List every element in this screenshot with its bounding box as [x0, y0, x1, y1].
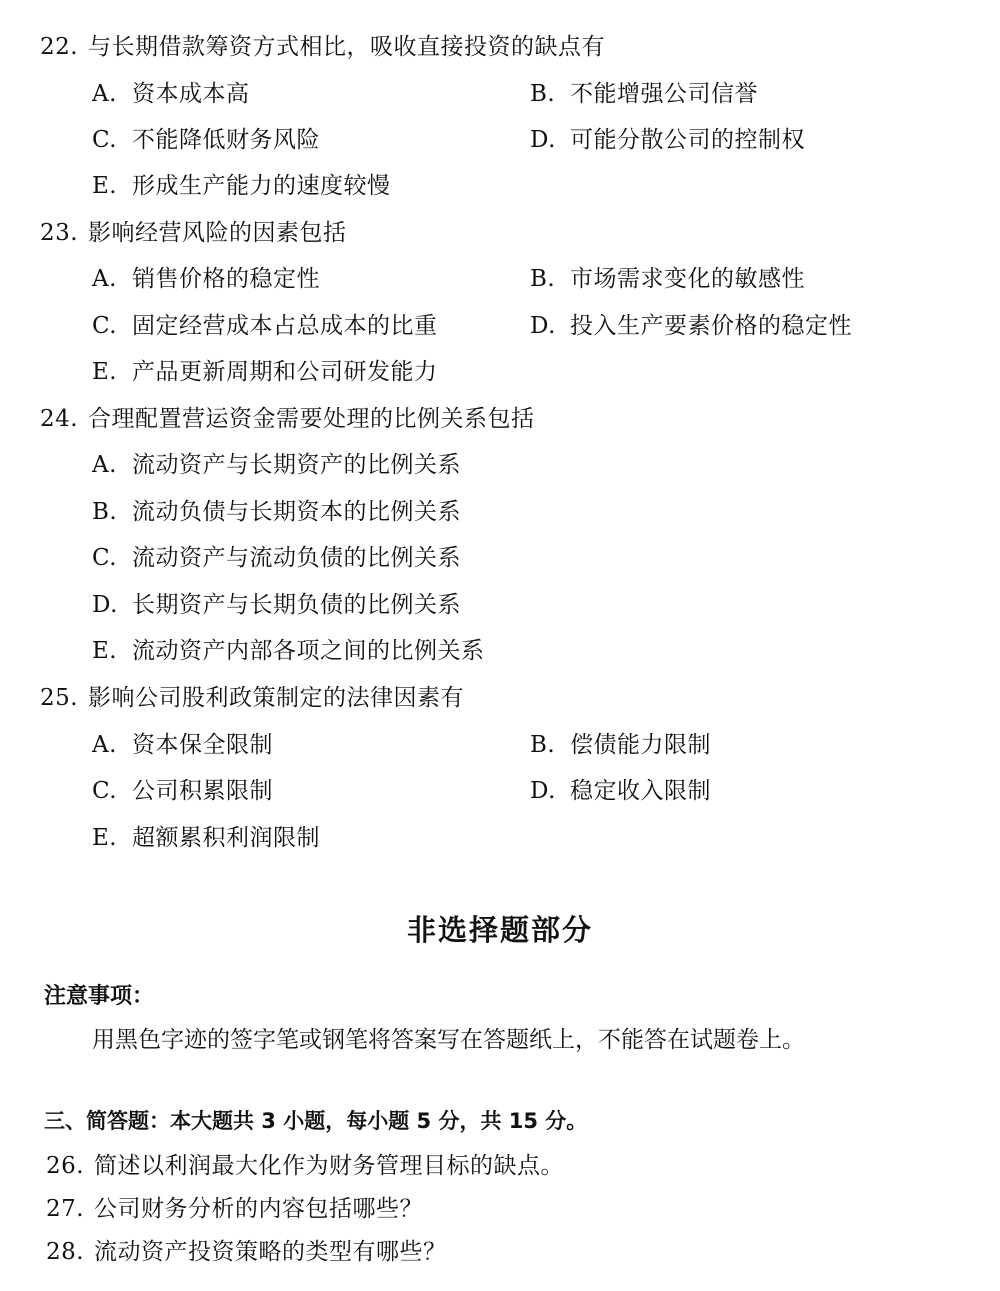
question-23-option-a	[92, 264, 320, 294]
option-letter: A.	[92, 452, 117, 478]
question-22-option-c	[92, 125, 320, 155]
option-letter: B.	[530, 266, 556, 292]
option-text: 流动负债与长期资本的比例关系	[132, 499, 461, 525]
option-letter: B.	[92, 499, 118, 525]
notice-title: 注意事项：	[44, 984, 155, 1009]
question-25-option-d	[530, 776, 711, 806]
option-text: 流动资产与长期资产的比例关系	[132, 452, 461, 478]
option-text: 长期资产与长期负债的比例关系	[132, 592, 461, 618]
option-text: 超额累积利润限制	[132, 825, 320, 851]
question-28	[46, 1237, 447, 1267]
question-22-option-b	[530, 79, 758, 109]
option-text: 投入生产要素价格的稳定性	[570, 313, 852, 339]
option-letter: D.	[530, 313, 556, 339]
question-24-option-c	[92, 543, 461, 573]
option-text: 不能增强公司信誉	[570, 81, 758, 107]
question-25-option-b	[530, 730, 711, 760]
option-letter: E.	[92, 359, 118, 385]
option-letter: D.	[92, 592, 118, 618]
question-text: 公司财务分析的内容包括哪些？	[94, 1196, 423, 1222]
question-24-stem	[40, 404, 535, 434]
option-text: 不能降低财务风险	[132, 127, 320, 153]
question-22-option-d	[530, 125, 805, 155]
option-letter: C.	[92, 778, 118, 804]
question-text: 影响经营风险的因素包括	[88, 220, 347, 246]
question-number: 26.	[46, 1153, 85, 1179]
question-number: 23.	[40, 220, 79, 246]
question-25-stem	[40, 683, 464, 713]
question-22-stem	[40, 32, 605, 62]
option-text: 产品更新周期和公司研发能力	[132, 359, 438, 385]
option-letter: A.	[92, 266, 117, 292]
question-25-option-a	[92, 730, 273, 760]
question-24-option-e	[92, 636, 485, 666]
option-text: 可能分散公司的控制权	[570, 127, 805, 153]
question-23-stem	[40, 218, 347, 248]
section-title: 非选择题部分	[406, 913, 593, 947]
option-text: 资本成本高	[132, 81, 250, 107]
question-22-option-a	[92, 79, 250, 109]
question-24-option-a	[92, 450, 461, 480]
question-25-option-c	[92, 776, 273, 806]
question-25-option-e	[92, 823, 320, 853]
question-number: 27.	[46, 1196, 85, 1222]
question-23-option-c	[92, 311, 438, 341]
question-24-option-d	[92, 590, 461, 620]
question-26	[46, 1151, 564, 1181]
option-text: 资本保全限制	[132, 732, 273, 758]
option-text: 形成生产能力的速度较慢	[132, 173, 391, 199]
option-letter: C.	[92, 313, 118, 339]
question-number: 24.	[40, 406, 79, 432]
option-text: 公司积累限制	[132, 778, 273, 804]
option-text: 稳定收入限制	[570, 778, 711, 804]
question-text: 简述以利润最大化作为财务管理目标的缺点。	[94, 1153, 564, 1179]
option-text: 销售价格的稳定性	[132, 266, 320, 292]
option-letter: C.	[92, 127, 118, 153]
option-text: 偿债能力限制	[570, 732, 711, 758]
option-text: 市场需求变化的敏感性	[570, 266, 805, 292]
question-number: 28.	[46, 1239, 85, 1265]
question-number: 22.	[40, 34, 79, 60]
notice-text: 用黑色字迹的签字笔或钢笔将答案写在答题纸上，不能答在试题卷上。	[92, 1027, 805, 1053]
question-text: 与长期借款筹资方式相比，吸收直接投资的缺点有	[88, 34, 605, 60]
question-text: 流动资产投资策略的类型有哪些？	[94, 1239, 447, 1265]
option-letter: A.	[92, 732, 117, 758]
question-22-option-e	[92, 171, 391, 201]
option-letter: A.	[92, 81, 117, 107]
option-letter: C.	[92, 545, 118, 571]
option-letter: B.	[530, 732, 556, 758]
option-letter: D.	[530, 127, 556, 153]
option-letter: E.	[92, 638, 118, 664]
question-23-option-b	[530, 264, 805, 294]
question-23-option-d	[530, 311, 852, 341]
option-letter: E.	[92, 825, 118, 851]
question-number: 25.	[40, 685, 79, 711]
question-text: 影响公司股利政策制定的法律因素有	[88, 685, 464, 711]
option-text: 流动资产内部各项之间的比例关系	[132, 638, 485, 664]
option-text: 固定经营成本占总成本的比重	[132, 313, 438, 339]
option-letter: B.	[530, 81, 556, 107]
option-letter: E.	[92, 173, 118, 199]
part-three-heading: 三、简答题：本大题共 3 小题，每小题 5 分，共 15 分。	[44, 1109, 588, 1133]
question-27	[46, 1194, 423, 1224]
question-23-option-e	[92, 357, 438, 387]
option-letter: D.	[530, 778, 556, 804]
option-text: 流动资产与流动负债的比例关系	[132, 545, 461, 571]
question-24-option-b	[92, 497, 461, 527]
question-text: 合理配置营运资金需要处理的比例关系包括	[88, 406, 535, 432]
